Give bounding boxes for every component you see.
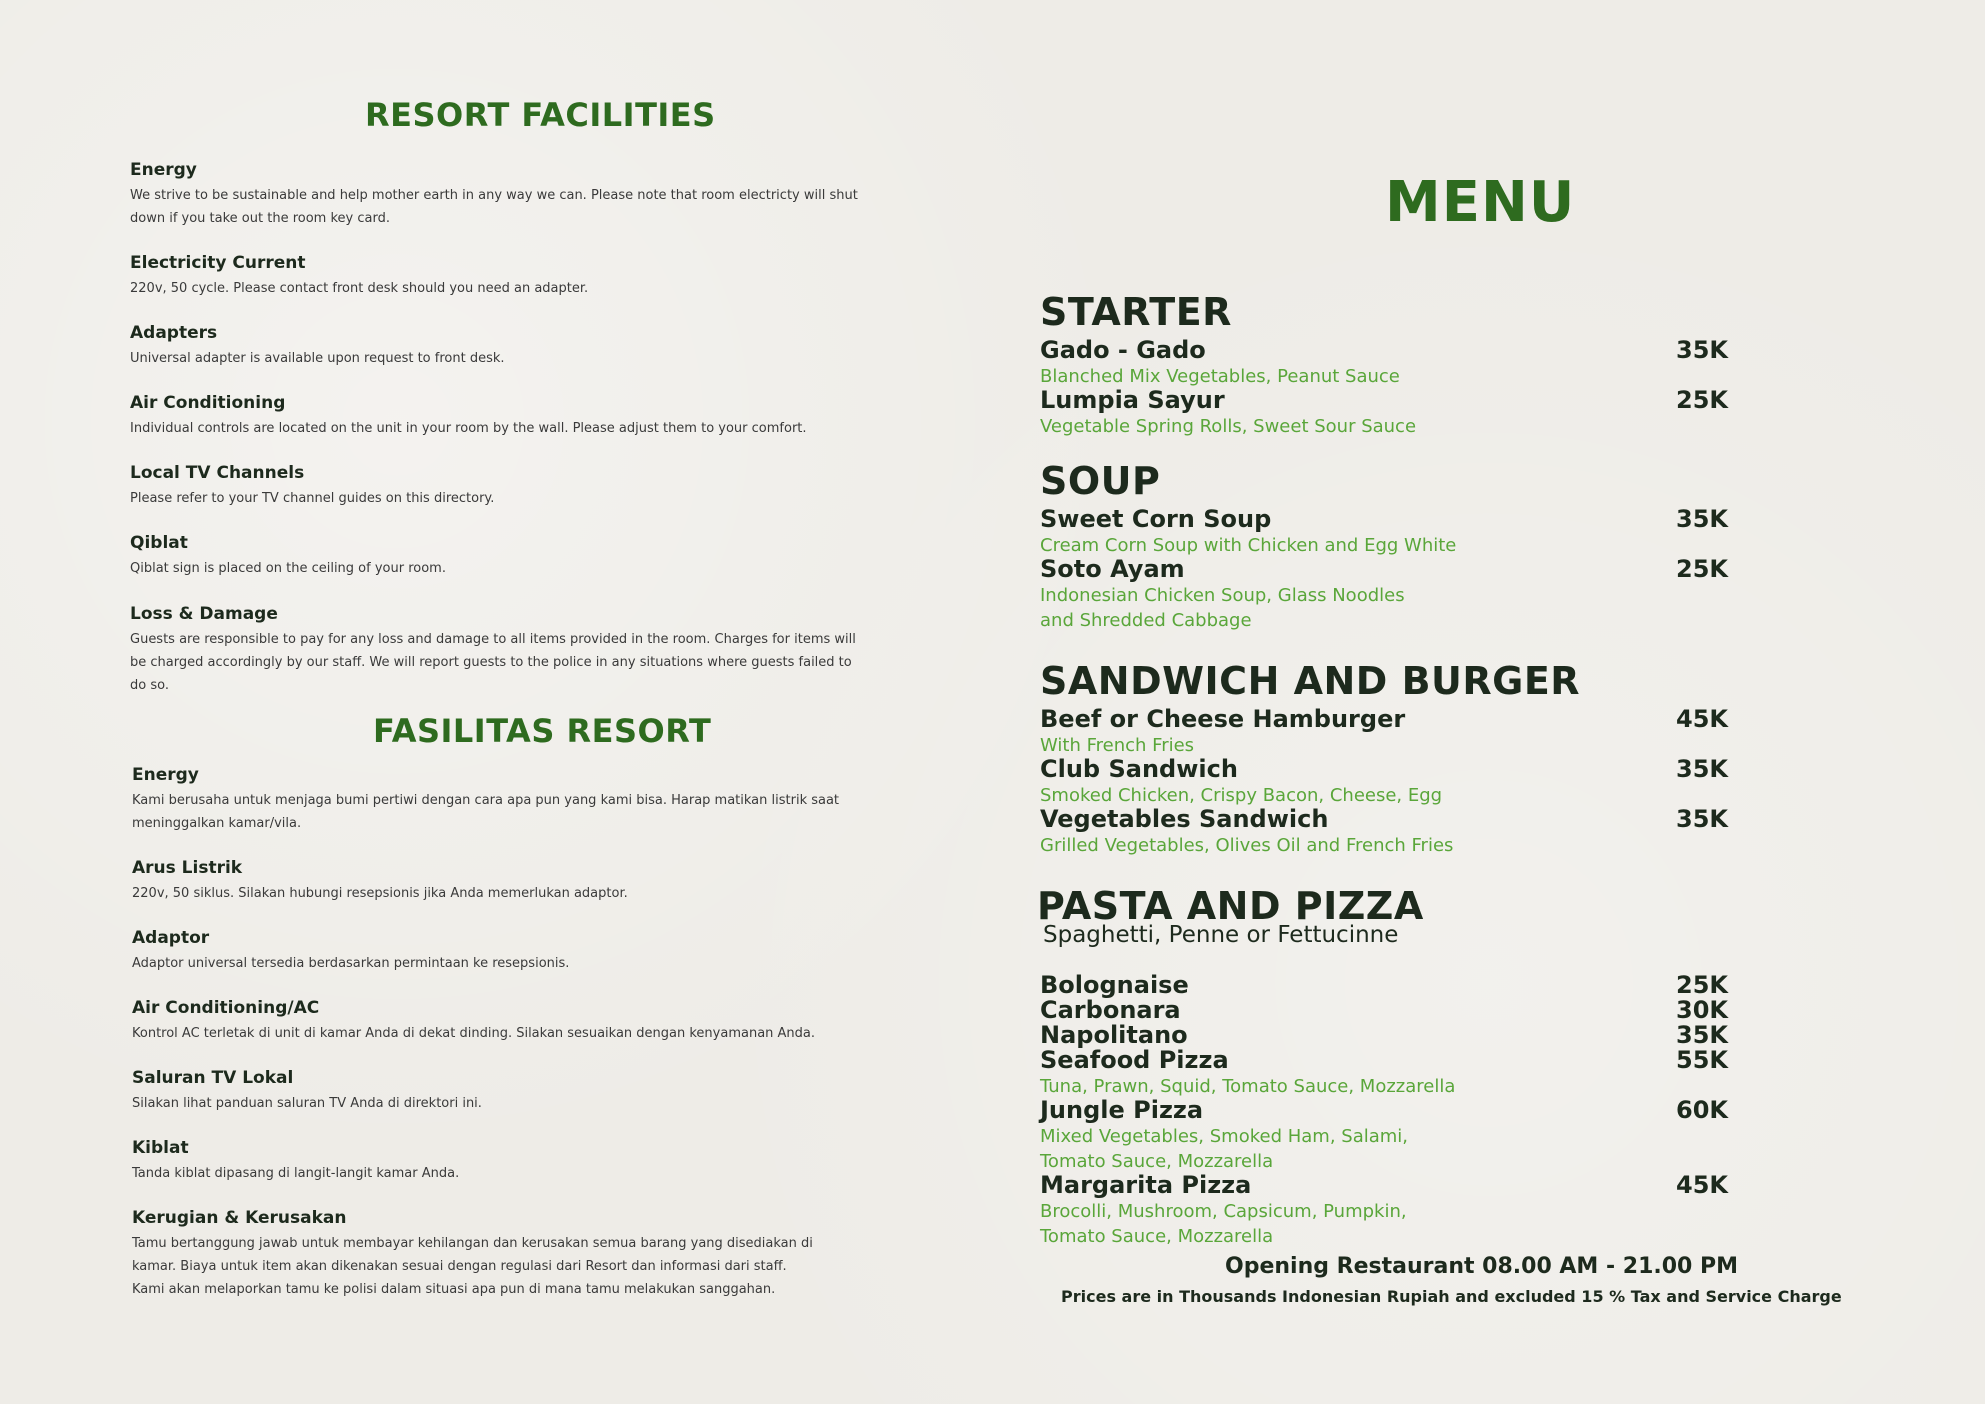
dish-price: 35K (1676, 1021, 1728, 1049)
fasilitas-arus-listrik (132, 858, 912, 905)
facilities-id-title: FASILITAS RESORT (373, 712, 712, 750)
dish-price: 25K (1676, 386, 1728, 414)
category-pasta-pizza: PASTA AND PIZZA (1037, 884, 1424, 928)
facility-desc: Adaptor universal tersedia berdasarkan permintaan ke resepsionis. (132, 956, 570, 971)
category-sandwich: SANDWICH AND BURGER (1040, 659, 1581, 703)
facility-desc: do so. (130, 678, 169, 693)
dish-desc: Vegetable Spring Rolls, Sweet Sour Sauce (1040, 416, 1417, 437)
category-starter: STARTER (1040, 290, 1232, 334)
facility-desc: Kami akan melaporkan tamu ke polisi dalam situasi apa pun di mana tamu melakukan sanggahan. (132, 1282, 776, 1297)
dish-name: Carbonara (1040, 996, 1181, 1024)
facility-heading: Adaptor (132, 928, 210, 948)
category-soup: SOUP (1040, 459, 1161, 503)
facility-desc: Kontrol AC terletak di unit di kamar Anda di dekat dinding. Silakan sesuaikan dengan kenyamanan Anda. (132, 1026, 816, 1041)
dish-name: Gado - Gado (1040, 336, 1206, 364)
menu-title: MENU (1385, 170, 1576, 235)
dish-price: 55K (1676, 1046, 1728, 1074)
dish-price: 45K (1676, 1171, 1728, 1199)
fasilitas-tv (132, 1068, 912, 1115)
facility-heading: Kerugian & Kerusakan (132, 1208, 347, 1228)
facility-desc: Individual controls are located on the unit in your room by the wall. Please adjust them to your comfort. (130, 421, 807, 436)
facility-heading: Loss & Damage (130, 604, 278, 624)
facility-electricity (130, 253, 910, 300)
dish-desc: Brocolli, Mushroom, Capsicum, Pumpkin, (1040, 1201, 1407, 1222)
dish-price: 45K (1676, 705, 1728, 733)
dish-name: Napolitano (1040, 1021, 1188, 1049)
opening-hours: Opening Restaurant 08.00 AM - 21.00 PM (1225, 1254, 1739, 1279)
dish-desc: Cream Corn Soup with Chicken and Egg White (1040, 535, 1457, 556)
facility-desc: down if you take out the room key card. (130, 211, 390, 226)
facility-desc: 220v, 50 siklus. Silakan hubungi resepsionis jika Anda memerlukan adaptor. (132, 886, 628, 901)
facility-heading: Energy (130, 160, 197, 180)
facility-qiblat (130, 533, 910, 580)
price-note: Prices are in Thousands Indonesian Rupiah and excluded 15 % Tax and Service Charge (1061, 1287, 1842, 1306)
dish-name: Jungle Pizza (1040, 1096, 1204, 1124)
facility-energy (130, 160, 910, 230)
facility-heading: Local TV Channels (130, 463, 305, 483)
dish-price: 25K (1676, 555, 1728, 583)
fasilitas-kerugian (132, 1208, 912, 1301)
facility-desc: Please refer to your TV channel guides on this directory. (130, 491, 495, 506)
fasilitas-ac (132, 998, 912, 1045)
facility-desc: Tamu bertanggung jawab untuk membayar kehilangan dan kerusakan semua barang yang disediakan di (132, 1236, 813, 1251)
facility-desc: We strive to be sustainable and help mother earth in any way we can. Please note that room electricty will shut (130, 188, 858, 203)
fasilitas-adaptor (132, 928, 912, 975)
dish-price: 35K (1676, 755, 1728, 783)
dish-desc: and Shredded Cabbage (1040, 610, 1252, 631)
fasilitas-kiblat (132, 1138, 912, 1185)
facility-adapters (130, 323, 910, 370)
dish-name: Sweet Corn Soup (1040, 505, 1272, 533)
facility-desc: Qiblat sign is placed on the ceiling of your room. (130, 561, 446, 576)
dish-name: Club Sandwich (1040, 755, 1238, 783)
dish-desc: Grilled Vegetables, Olives Oil and French Fries (1040, 835, 1454, 856)
facility-heading: Kiblat (132, 1138, 189, 1158)
dish-price: 35K (1676, 805, 1728, 833)
dish-name: Lumpia Sayur (1040, 386, 1225, 414)
facility-desc: Kami berusaha untuk menjaga bumi pertiwi dengan cara apa pun yang kami bisa. Harap matikan listrik saat (132, 793, 840, 808)
facility-desc: 220v, 50 cycle. Please contact front desk should you need an adapter. (130, 281, 589, 296)
facility-heading: Electricity Current (130, 253, 306, 273)
facility-desc: Silakan lihat panduan saluran TV Anda di direktori ini. (132, 1096, 482, 1111)
dish-name: Beef or Cheese Hamburger (1040, 705, 1406, 733)
dish-desc: With French Fries (1040, 735, 1195, 756)
facility-heading: Air Conditioning (130, 393, 286, 413)
dish-price: 35K (1676, 336, 1728, 364)
dish-name: Soto Ayam (1040, 555, 1185, 583)
dish-price: 35K (1676, 505, 1728, 533)
facility-heading: Energy (132, 765, 199, 785)
dish-desc: Mixed Vegetables, Smoked Ham, Salami, (1040, 1126, 1409, 1147)
facility-desc: be charged accordingly by our staff. We will report guests to the police in any situations where guests failed to (130, 655, 852, 670)
dish-desc: Tuna, Prawn, Squid, Tomato Sauce, Mozzarella (1040, 1076, 1456, 1097)
fasilitas-energy (132, 765, 912, 835)
dish-price: 60K (1676, 1096, 1728, 1124)
dish-desc: Tomato Sauce, Mozzarella (1040, 1226, 1274, 1247)
facility-heading: Qiblat (130, 533, 188, 553)
dish-desc: Smoked Chicken, Crispy Bacon, Cheese, Egg (1040, 785, 1443, 806)
facility-desc: meninggalkan kamar/vila. (132, 816, 302, 831)
facilities-en-title: RESORT FACILITIES (365, 96, 716, 134)
facility-heading: Adapters (130, 323, 218, 343)
dish-name: Vegetables Sandwich (1040, 805, 1329, 833)
dish-name: Margarita Pizza (1040, 1171, 1252, 1199)
dish-desc: Indonesian Chicken Soup, Glass Noodles (1040, 585, 1405, 606)
pasta-subtitle: Spaghetti, Penne or Fettucinne (1043, 922, 1399, 948)
dish-price: 30K (1676, 996, 1728, 1024)
dish-name: Seafood Pizza (1040, 1046, 1229, 1074)
facility-desc: kamar. Biaya untuk item akan dikenakan sesuai dengan regulasi dari Resort dan informasi dari staff. (132, 1259, 787, 1274)
facility-heading: Air Conditioning/AC (132, 998, 320, 1018)
facility-heading: Saluran TV Lokal (132, 1068, 294, 1088)
facility-desc: Tanda kiblat dipasang di langit-langit kamar Anda. (132, 1166, 460, 1181)
facility-desc: Guests are responsible to pay for any loss and damage to all items provided in the room. Charges for items will (130, 632, 856, 647)
facility-heading: Arus Listrik (132, 858, 243, 878)
dish-price: 25K (1676, 971, 1728, 999)
facility-air-conditioning (130, 393, 910, 440)
dish-name: Bolognaise (1040, 971, 1189, 999)
facility-tv-channels (130, 463, 910, 510)
dish-desc: Tomato Sauce, Mozzarella (1040, 1151, 1274, 1172)
facility-desc: Universal adapter is available upon request to front desk. (130, 351, 505, 366)
facility-loss-damage (130, 604, 910, 697)
dish-desc: Blanched Mix Vegetables, Peanut Sauce (1040, 366, 1400, 387)
